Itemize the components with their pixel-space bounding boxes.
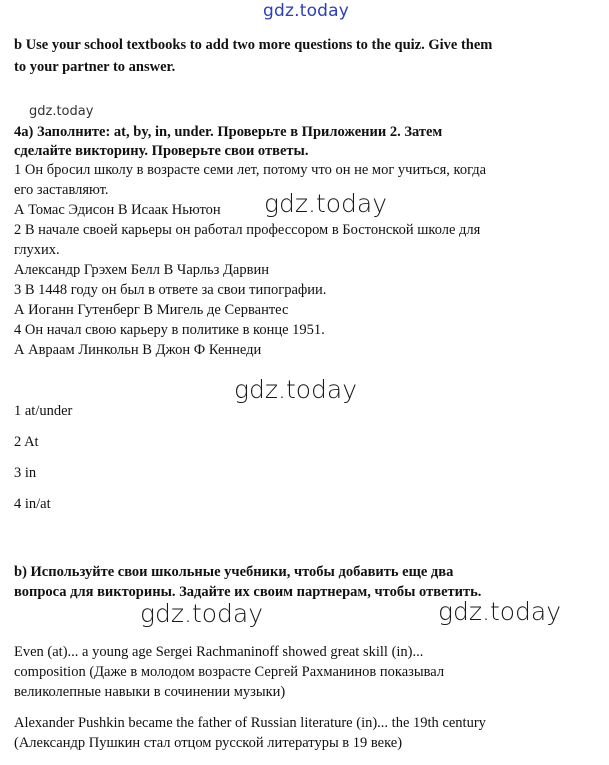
watermark-large: gdz.today (264, 189, 388, 218)
answer-line: 4 in/at (14, 496, 51, 512)
example1-line3: великолепные навыки в сочинении музыки) (14, 684, 286, 700)
answer-line: 3 in (14, 465, 37, 481)
example2-line2: (Александр Пушкин стал отцом русской литературы в 19 веке) (14, 735, 403, 751)
quiz-line: 3 В 1448 году он был в ответе за свои типографии. (14, 282, 327, 298)
example1-line2: composition (Даже в молодом возрасте Сергей Рахманинов показывал (14, 664, 445, 680)
task4a-heading-line2: сделайте викторину. Проверьте свои ответы. (14, 143, 309, 159)
header-task-line2: to your partner to answer. (14, 59, 176, 75)
quiz-line: 4 Он начал свою карьеру в политике в конце 1951. (14, 322, 325, 338)
answer-line: 1 at/under (14, 403, 73, 419)
watermark-large: gdz.today (438, 597, 562, 626)
watermark-large: gdz.today (140, 599, 264, 628)
watermark-small: gdz.today (29, 104, 94, 119)
example2-line1: Alexander Pushkin became the father of Russian literature (in)... the 19th century (14, 715, 486, 731)
watermark-top: gdz.today (263, 1, 350, 21)
watermark-large: gdz.today (234, 375, 358, 404)
quiz-line: А Авраам Линкольн В Джон Ф Кеннеди (14, 342, 262, 358)
quiz-line: А Томас Эдисон В Исаак Ньютон (14, 202, 221, 218)
header-task-line1: b Use your school textbooks to add two more questions to the quiz. Give them (14, 37, 493, 53)
answer-line: 2 At (14, 434, 39, 450)
quiz-line: глухих. (14, 242, 60, 258)
task-b-heading-line2: вопроса для викторины. Задайте их своим партнерам, чтобы ответить. (14, 584, 482, 600)
quiz-line: 2 В начале своей карьеры он работал профессором в Бостонской школе для (14, 222, 481, 238)
example1-line1: Even (at)... a young age Sergei Rachmaninoff showed great skill (in)... (14, 644, 424, 660)
quiz-line: 1 Он бросил школу в возрасте семи лет, потому что он не мог учиться, когда (14, 162, 487, 178)
quiz-line: А Иоганн Гутенберг В Мигель де Сервантес (14, 302, 289, 318)
task4a-heading-line1: 4а) Заполните: at, by, in, under. Проверьте в Приложении 2. Затем (14, 124, 443, 140)
task-b-heading-line1: b) Используйте свои школьные учебники, чтобы добавить еще два (14, 564, 454, 580)
quiz-line: Александр Грэхем Белл В Чарльз Дарвин (14, 262, 269, 278)
quiz-line: его заставляют. (14, 182, 109, 198)
